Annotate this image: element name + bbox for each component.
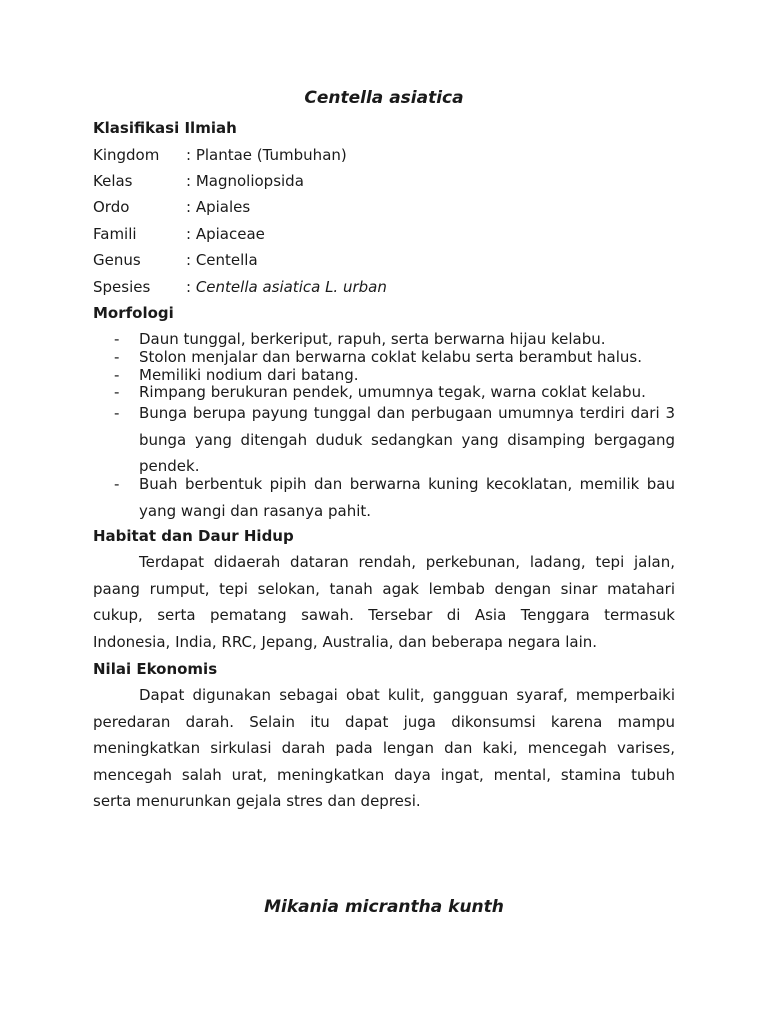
morphology-list-continued xyxy=(93,400,675,480)
classification-value: : Magnoliopsida xyxy=(186,172,304,190)
list-item-text: Bunga berupa payung tunggal dan perbugaan umumnya terdiri dari 3 bunga yang ditengah duduk sedangkan yang disamping bergagang pendek. xyxy=(139,404,675,475)
classification-value: : Apiaceae xyxy=(186,225,265,243)
morphology-heading: Morfologi xyxy=(93,304,174,322)
classification-label: Genus xyxy=(93,251,141,269)
habitat-paragraph: Terdapat didaerah dataran rendah, perkebunan, ladang, tepi jalan, paang rumput, tepi selokan, tanah agak lembab dengan sinar matahari cukup, serta pematang sawah. Tersebar di Asia Tenggara termasuk Indonesia, India, RRC, Jepang, Australia, dan beberapa negara lain. xyxy=(93,553,675,651)
list-item-text: Rimpang berukuran pendek, umumnya tegak, warna coklat kelabu. xyxy=(139,383,646,402)
list-item xyxy=(93,400,675,480)
classification-heading: Klasifikasi Ilmiah xyxy=(93,119,237,137)
section-title-centella: Centella asiatica xyxy=(304,88,464,108)
list-item-text: Memiliki nodium dari batang. xyxy=(139,365,359,384)
classification-value: : Plantae (Tumbuhan) xyxy=(186,146,347,164)
species-colon: : xyxy=(186,278,196,296)
list-item-text: Daun tunggal, berkeriput, rapuh, serta berwarna hijau kelabu. xyxy=(139,330,606,348)
classification-label: Kingdom xyxy=(93,146,160,164)
classification-label: Ordo xyxy=(93,198,130,216)
morphology-list xyxy=(93,331,675,402)
dash-bullet: - xyxy=(114,404,120,422)
section-title-mikania: Mikania micrantha kunth xyxy=(264,897,504,917)
classification-value: : Apiales xyxy=(186,198,251,216)
classification-label: Spesies xyxy=(93,278,151,296)
dash-bullet: - xyxy=(114,330,120,348)
economic-paragraph: Dapat digunakan sebagai obat kulit, gangguan syaraf, memperbaiki peredaran darah. Selain itu dapat juga dikonsumsi karena mampu meningkatkan sirkulasi darah pada lengan dan kaki, mencegah varises, mencegah salah urat, meningkatkan daya ingat, mental, stamina tubuh serta menurunkan gejala stres dan depresi. xyxy=(93,686,675,810)
dash-bullet: - xyxy=(114,347,120,366)
economic-heading: Nilai Ekonomis xyxy=(93,660,218,678)
dash-bullet: - xyxy=(114,475,120,493)
list-item-text: Stolon menjalar dan berwarna coklat kelabu serta berambut halus. xyxy=(139,347,642,366)
classification-value: : Centella xyxy=(186,251,258,269)
habitat-heading: Habitat dan Daur Hidup xyxy=(93,527,294,545)
list-item xyxy=(93,471,675,524)
dash-bullet: - xyxy=(114,365,120,384)
classification-value xyxy=(186,278,387,296)
dash-bullet: - xyxy=(114,383,120,402)
list-item xyxy=(93,331,675,349)
species-name: Centella asiatica L. urban xyxy=(195,278,387,296)
morphology-list-last xyxy=(93,471,675,524)
list-item xyxy=(93,367,675,385)
classification-label: Kelas xyxy=(93,172,133,190)
list-item xyxy=(93,349,675,367)
list-item-text: Buah berbentuk pipih dan berwarna kuning kecoklatan, memilik bau yang wangi dan rasanya pahit. xyxy=(139,475,675,520)
classification-label: Famili xyxy=(93,225,137,243)
